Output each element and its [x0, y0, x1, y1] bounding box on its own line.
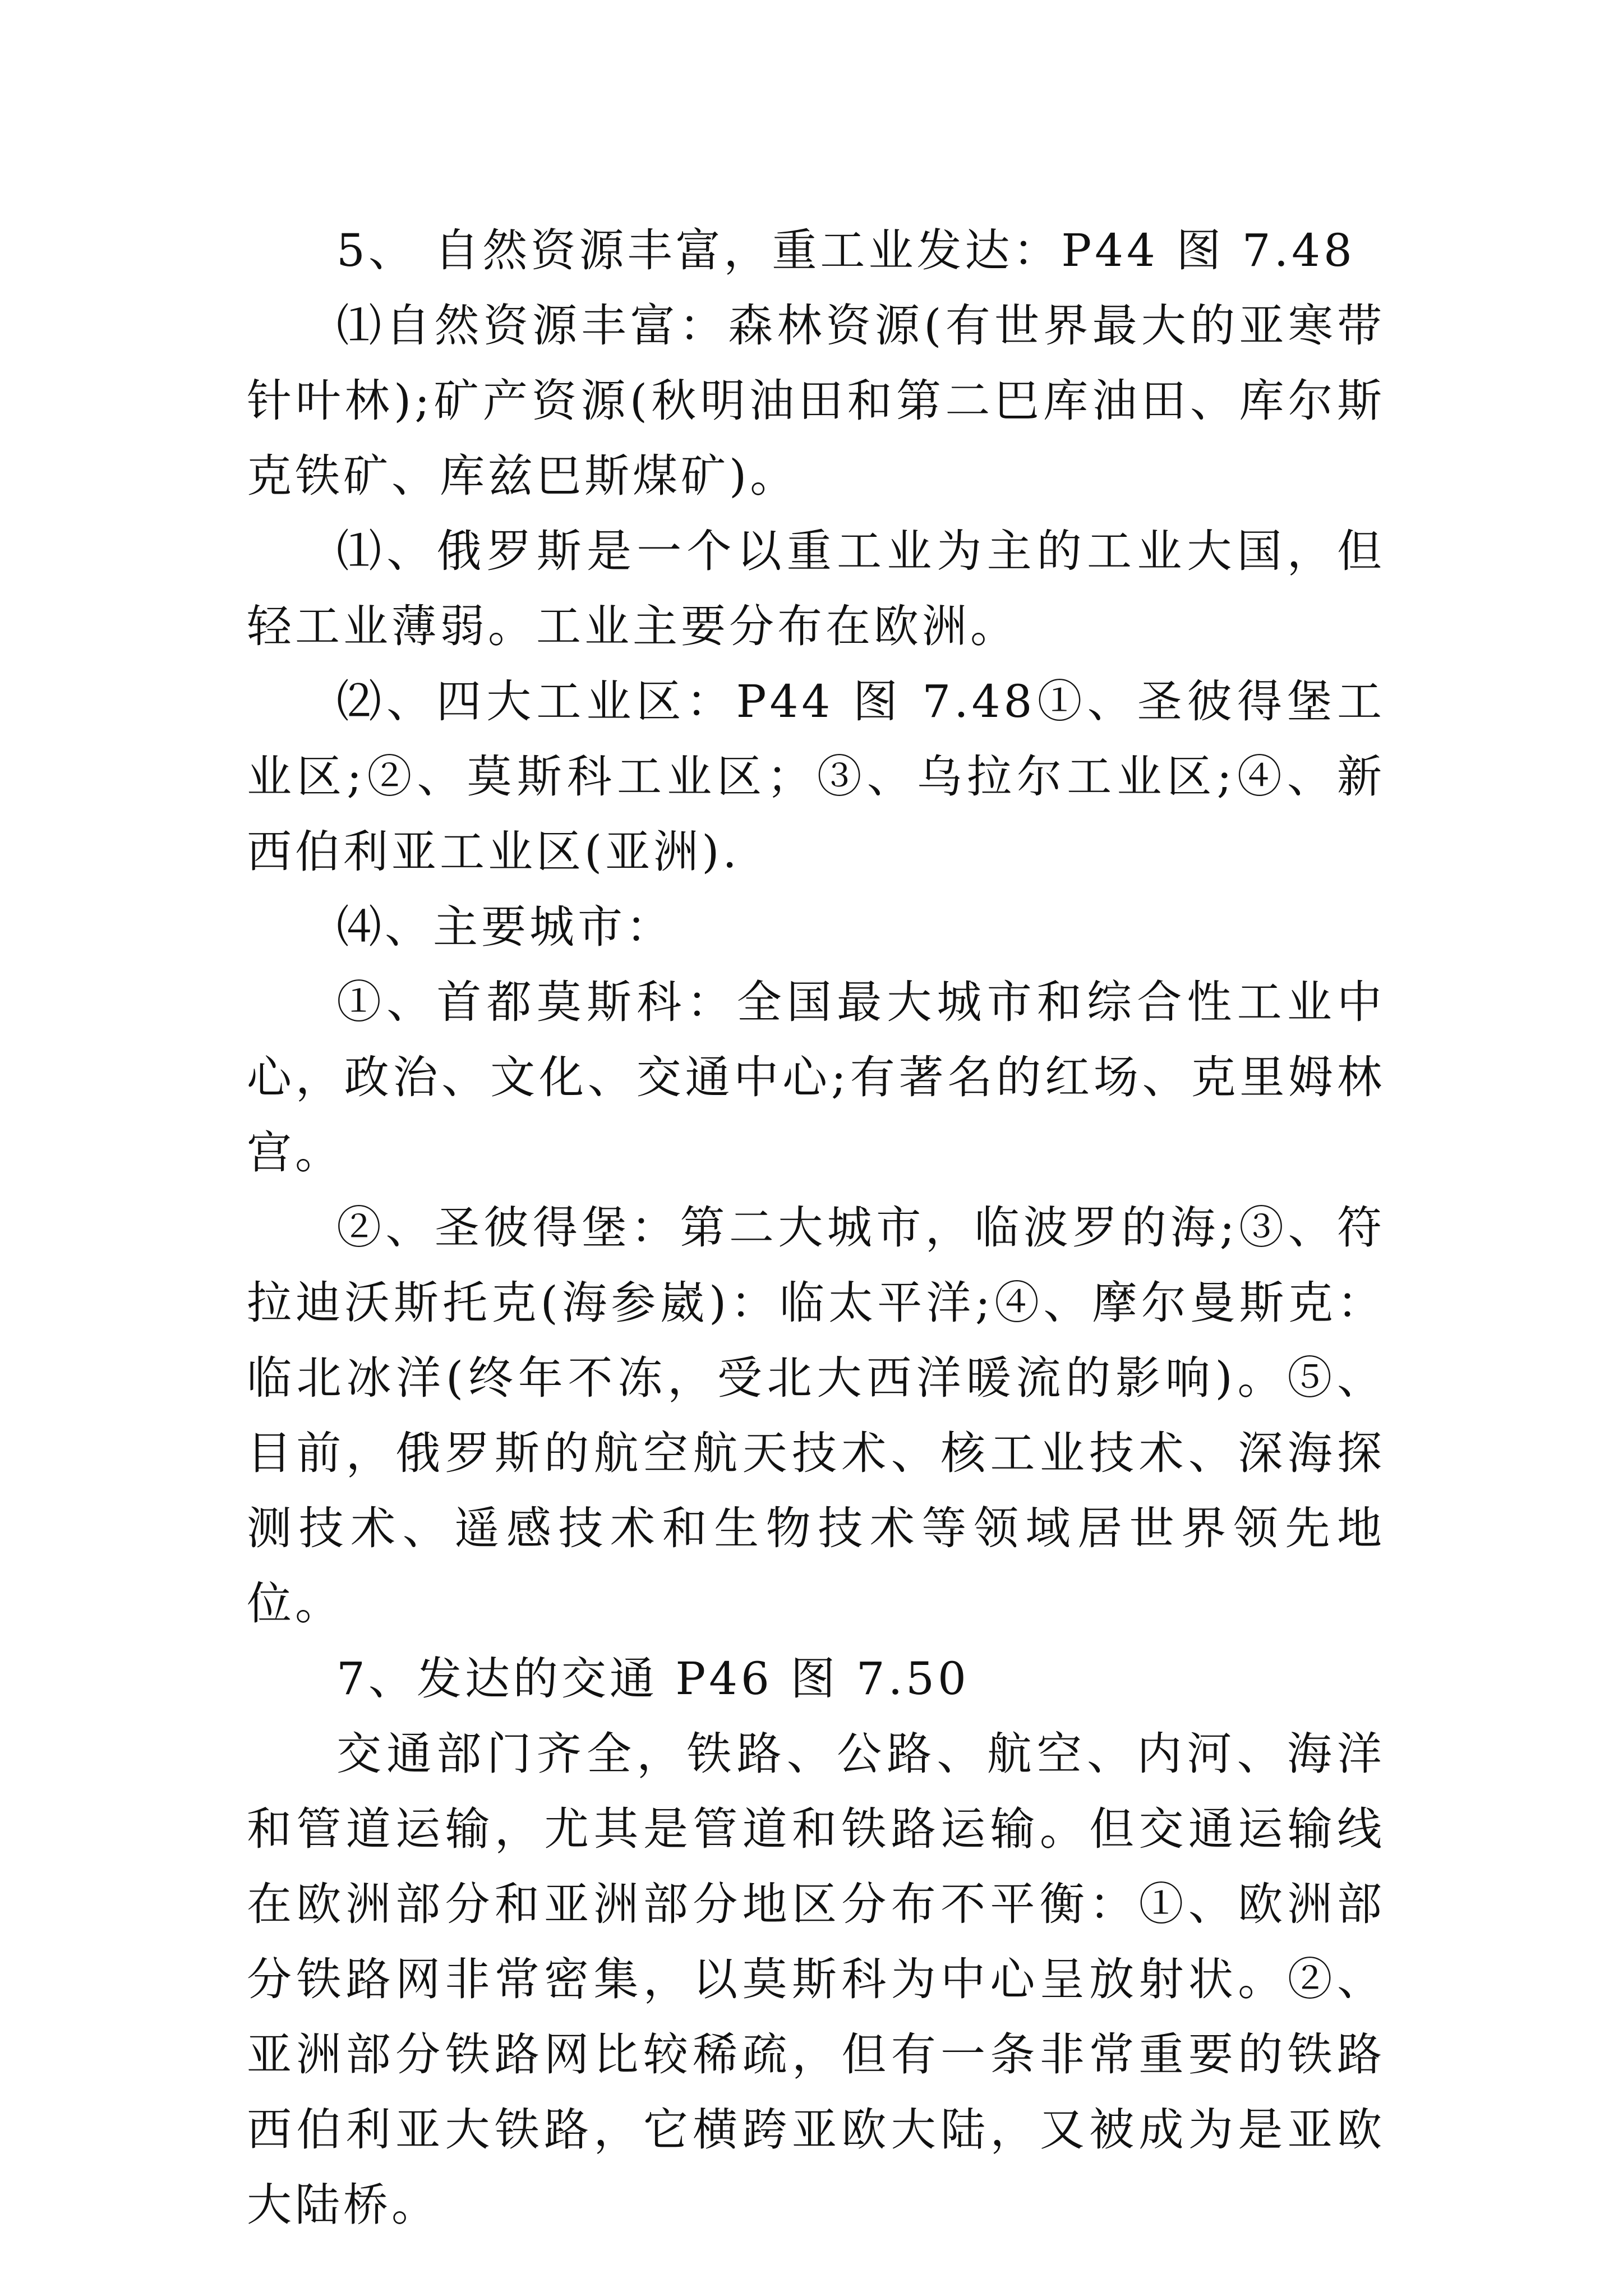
paragraph-transport: 交通部门齐全，铁路、公路、航空、内河、海洋和管道运输，尤其是管道和铁路运输。但交通运输线在欧洲部分和亚洲部分地区分布不平衡：①、欧洲部分铁路网非常密集，以莫斯科为中心呈放射状。②、亚洲部分铁路网比较稀疏，但有一条非常重要的铁路西伯利亚大铁路，它横跨亚欧大陆，又被成为是亚欧大陆桥。: [247, 1728, 1385, 2231]
heading-section-7: 7、发达的交通 P46 图 7.50: [336, 1653, 970, 1705]
document-body: [247, 213, 1385, 2243]
paragraph-moscow: ①、首都莫斯科：全国最大城市和综合性工业中心，政治、文化、交通中心;有著名的红场、克里姆林宫。: [247, 976, 1385, 1179]
paragraph-natural-resources: ⑴自然资源丰富：森林资源(有世界最大的亚寒带针叶林);矿产资源(秋明油田和第二巴库油田、库尔斯克铁矿、库兹巴斯煤矿)。: [247, 300, 1385, 502]
paragraph-major-cities-heading: ⑷、主要城市：: [336, 901, 674, 953]
heading-section-5: 5、 自然资源丰富，重工业发达：P44 图 7.48: [336, 224, 1355, 277]
paragraph-industrial-regions: ⑵、四大工业区：P44 图 7.48①、圣彼得堡工业区;②、莫斯科工业区；③、乌拉尔工业区;④、新西伯利亚工业区(亚洲).: [247, 675, 1385, 878]
paragraph-heavy-industry: ⑴、俄罗斯是一个以重工业为主的工业大国，但轻工业薄弱。工业主要分布在欧洲。: [247, 525, 1385, 652]
paragraph-other-cities: ②、圣彼得堡：第二大城市，临波罗的海;③、符拉迪沃斯托克(海参崴)：临太平洋;④、摩尔曼斯克：临北冰洋(终年不冻，受北大西洋暖流的影响)。⑤、目前，俄罗斯的航空航天技术、核工业技术、深海探测技术、遥感技术和生物技术等领域居世界领先地位。: [247, 1202, 1385, 1630]
